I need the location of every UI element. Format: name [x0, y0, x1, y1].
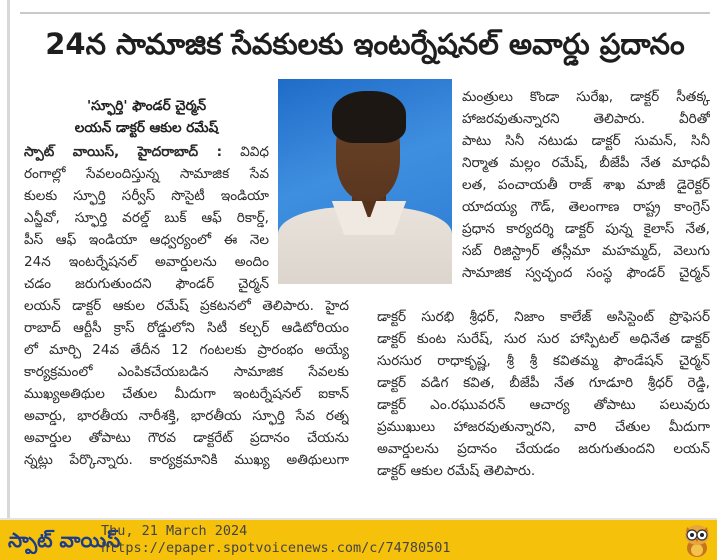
- text-line: నిర్మాత మల్లం రమేష్, బీజేపీ నేత మాధవీ: [462, 155, 710, 171]
- top-divider: [20, 12, 710, 14]
- text-line: న్నట్లు పేర్కొన్నారు. కార్యక్రమానికి ముఖ్య అతిథులుగా: [24, 452, 349, 468]
- text-line: సబ్ రిజిస్ట్రార్ తస్లీమా మహమ్మద్, వెలుగు: [462, 243, 710, 259]
- text-line: రంగాల్లో సేవలందిస్తున్న సామాజిక సేవ: [24, 166, 269, 182]
- text-line: సామాజిక స్వచ్ఛంద సంస్థ ఫౌండర్ చైర్మన్: [462, 265, 710, 281]
- text-line: డాక్టర్ సురభి శ్రీధర్, నిజాం కాలేజ్ అసిస్టెంట్ ప్రొఫెసర్: [377, 309, 710, 325]
- dateline: స్పాట్ వాయిస్, హైదరాబాద్ :: [24, 144, 223, 160]
- text-line: అవార్డు, భారతీయ నారీశక్తి, భారతీయ స్ఫూర్తి సేవ రత్న: [24, 408, 349, 424]
- text-line: డాక్టర్ కుంట సురేష్, సుర సుర హాస్పిటల్ అధినేత డాక్టర్: [377, 331, 710, 347]
- text-line: కార్యక్రమంలో ఎంపికచేయబడిన సామాజిక సేవలకు: [24, 364, 349, 380]
- text-line: చడం జరుగుతుందని ఫౌండర్ చైర్మన్: [24, 276, 269, 292]
- article-headline: 24న సామాజిక సేవకులకు ఇంటర్నేషనల్ అవార్డు ప్రదానం: [45, 27, 685, 61]
- page-left-border: [7, 0, 10, 518]
- article-column-3: [462, 86, 710, 284]
- text-line: సురసుర రాధాకృష్ణ, శ్రీ శ్రీ కవితమ్మ ఫౌండేషన్ చైర్మన్: [377, 353, 710, 369]
- article-column-1: [24, 141, 269, 295]
- spot-voice-logo[interactable]: స్పాట్ వాయిస్: [8, 528, 121, 552]
- text-line: ముఖ్యఅతిథుల చేతుల మీదుగా ఇంటర్నేషనల్ ఐకాన్: [24, 386, 349, 402]
- text-line: మంత్రులు కొండా సురేఖ, డాక్టర్ సీతక్క: [462, 89, 710, 105]
- text-line: అవార్డులను ప్రదానం చేయడం జరుగుతుందని లయన్: [377, 441, 710, 457]
- text-line: ప్రముఖులు హాజరవుతున్నారని, వారి చేతుల మీదుగా: [377, 419, 710, 435]
- text-line: డాక్టర్ వడిగ కవిత, బీజేపీ నేత గూడూరి శ్రీధర్ రెడ్డి,: [377, 375, 710, 391]
- text-line: లత, పంచాయతీ రాజ్ శాఖ మాజీ డైరెక్టర్: [462, 177, 710, 193]
- epaper-footer: [0, 520, 717, 560]
- text-line: స్పాట్ వాయిస్, హైదరాబాద్ : వివిధ: [24, 144, 269, 160]
- text-line: రాబాద్ ఆర్టీసీ క్రాస్ రోడ్డులోని సిటీ కల్చర్ ఆడిటోరియం: [24, 320, 349, 336]
- article-subheading: [24, 95, 269, 139]
- subhead-line-2: లయన్ డాక్టర్ ఆకుల రమేష్: [74, 120, 219, 136]
- text-line: డాక్టర్ ఆకుల రమేష్ తెలిపారు.: [377, 463, 536, 479]
- text-line: పీస్ ఆఫ్ ఇండియా ఆధ్వర్యంలో ఈ నెల: [24, 232, 269, 248]
- text-line: పాటు సినీ నటుడు డాక్టర్ సుమన్, సినీ: [462, 133, 710, 149]
- article-column-1-wide: [24, 295, 349, 471]
- portrait-photo: [278, 79, 452, 284]
- article-column-3-wide: [377, 306, 710, 482]
- clipping-url-link[interactable]: https://epaper.spotvoicenews.com/c/74780501: [101, 540, 451, 556]
- text-line: ప్రధాన కార్యదర్శి డాక్టర్ పున్న కైలాస్ నేత,: [462, 221, 710, 237]
- photo-hair: [332, 91, 406, 143]
- text-line: అవార్డుల తోపాటు గౌరవ డాక్టరేట్ ప్రదానం చేయను: [24, 430, 349, 446]
- text-line: కులకు స్ఫూర్తి సర్వీస్ సొసైటీ ఇండియా: [24, 188, 269, 204]
- text-line: యాదయ్య గౌడ్, తెలంగాణ రాష్ట్ర కాంగ్రెస్: [462, 199, 710, 215]
- owl-mascot-icon: [682, 522, 712, 558]
- text-line: లయన్ డాక్టర్ ఆకుల రమేష్ ప్రకటనలో తెలిపారు. హైద: [24, 298, 349, 314]
- text-line: ఎన్జీవో, స్ఫూర్తి వరల్డ్ బుక్ ఆఫ్ రికార్డ్,: [24, 210, 269, 226]
- text-line: హాజరవుతున్నారని తెలిపారు. వీరితో: [462, 111, 710, 127]
- publication-date: Thu, 21 March 2024: [101, 523, 248, 539]
- subhead-line-1: 'స్ఫూర్తి' ఫౌండర్ చైర్మన్: [86, 98, 207, 114]
- text-line: డాక్టర్ ఎం.రఘువరన్ ఆచార్య తోపాటు పలువురు: [377, 397, 710, 413]
- text-line: లో మార్చి 24వ తేదీన 12 గంటలకు ప్రారంభం అయ్యే: [24, 342, 349, 358]
- text-line: 24న ఇంటర్నేషనల్ అవార్డులను అందిం: [24, 254, 269, 270]
